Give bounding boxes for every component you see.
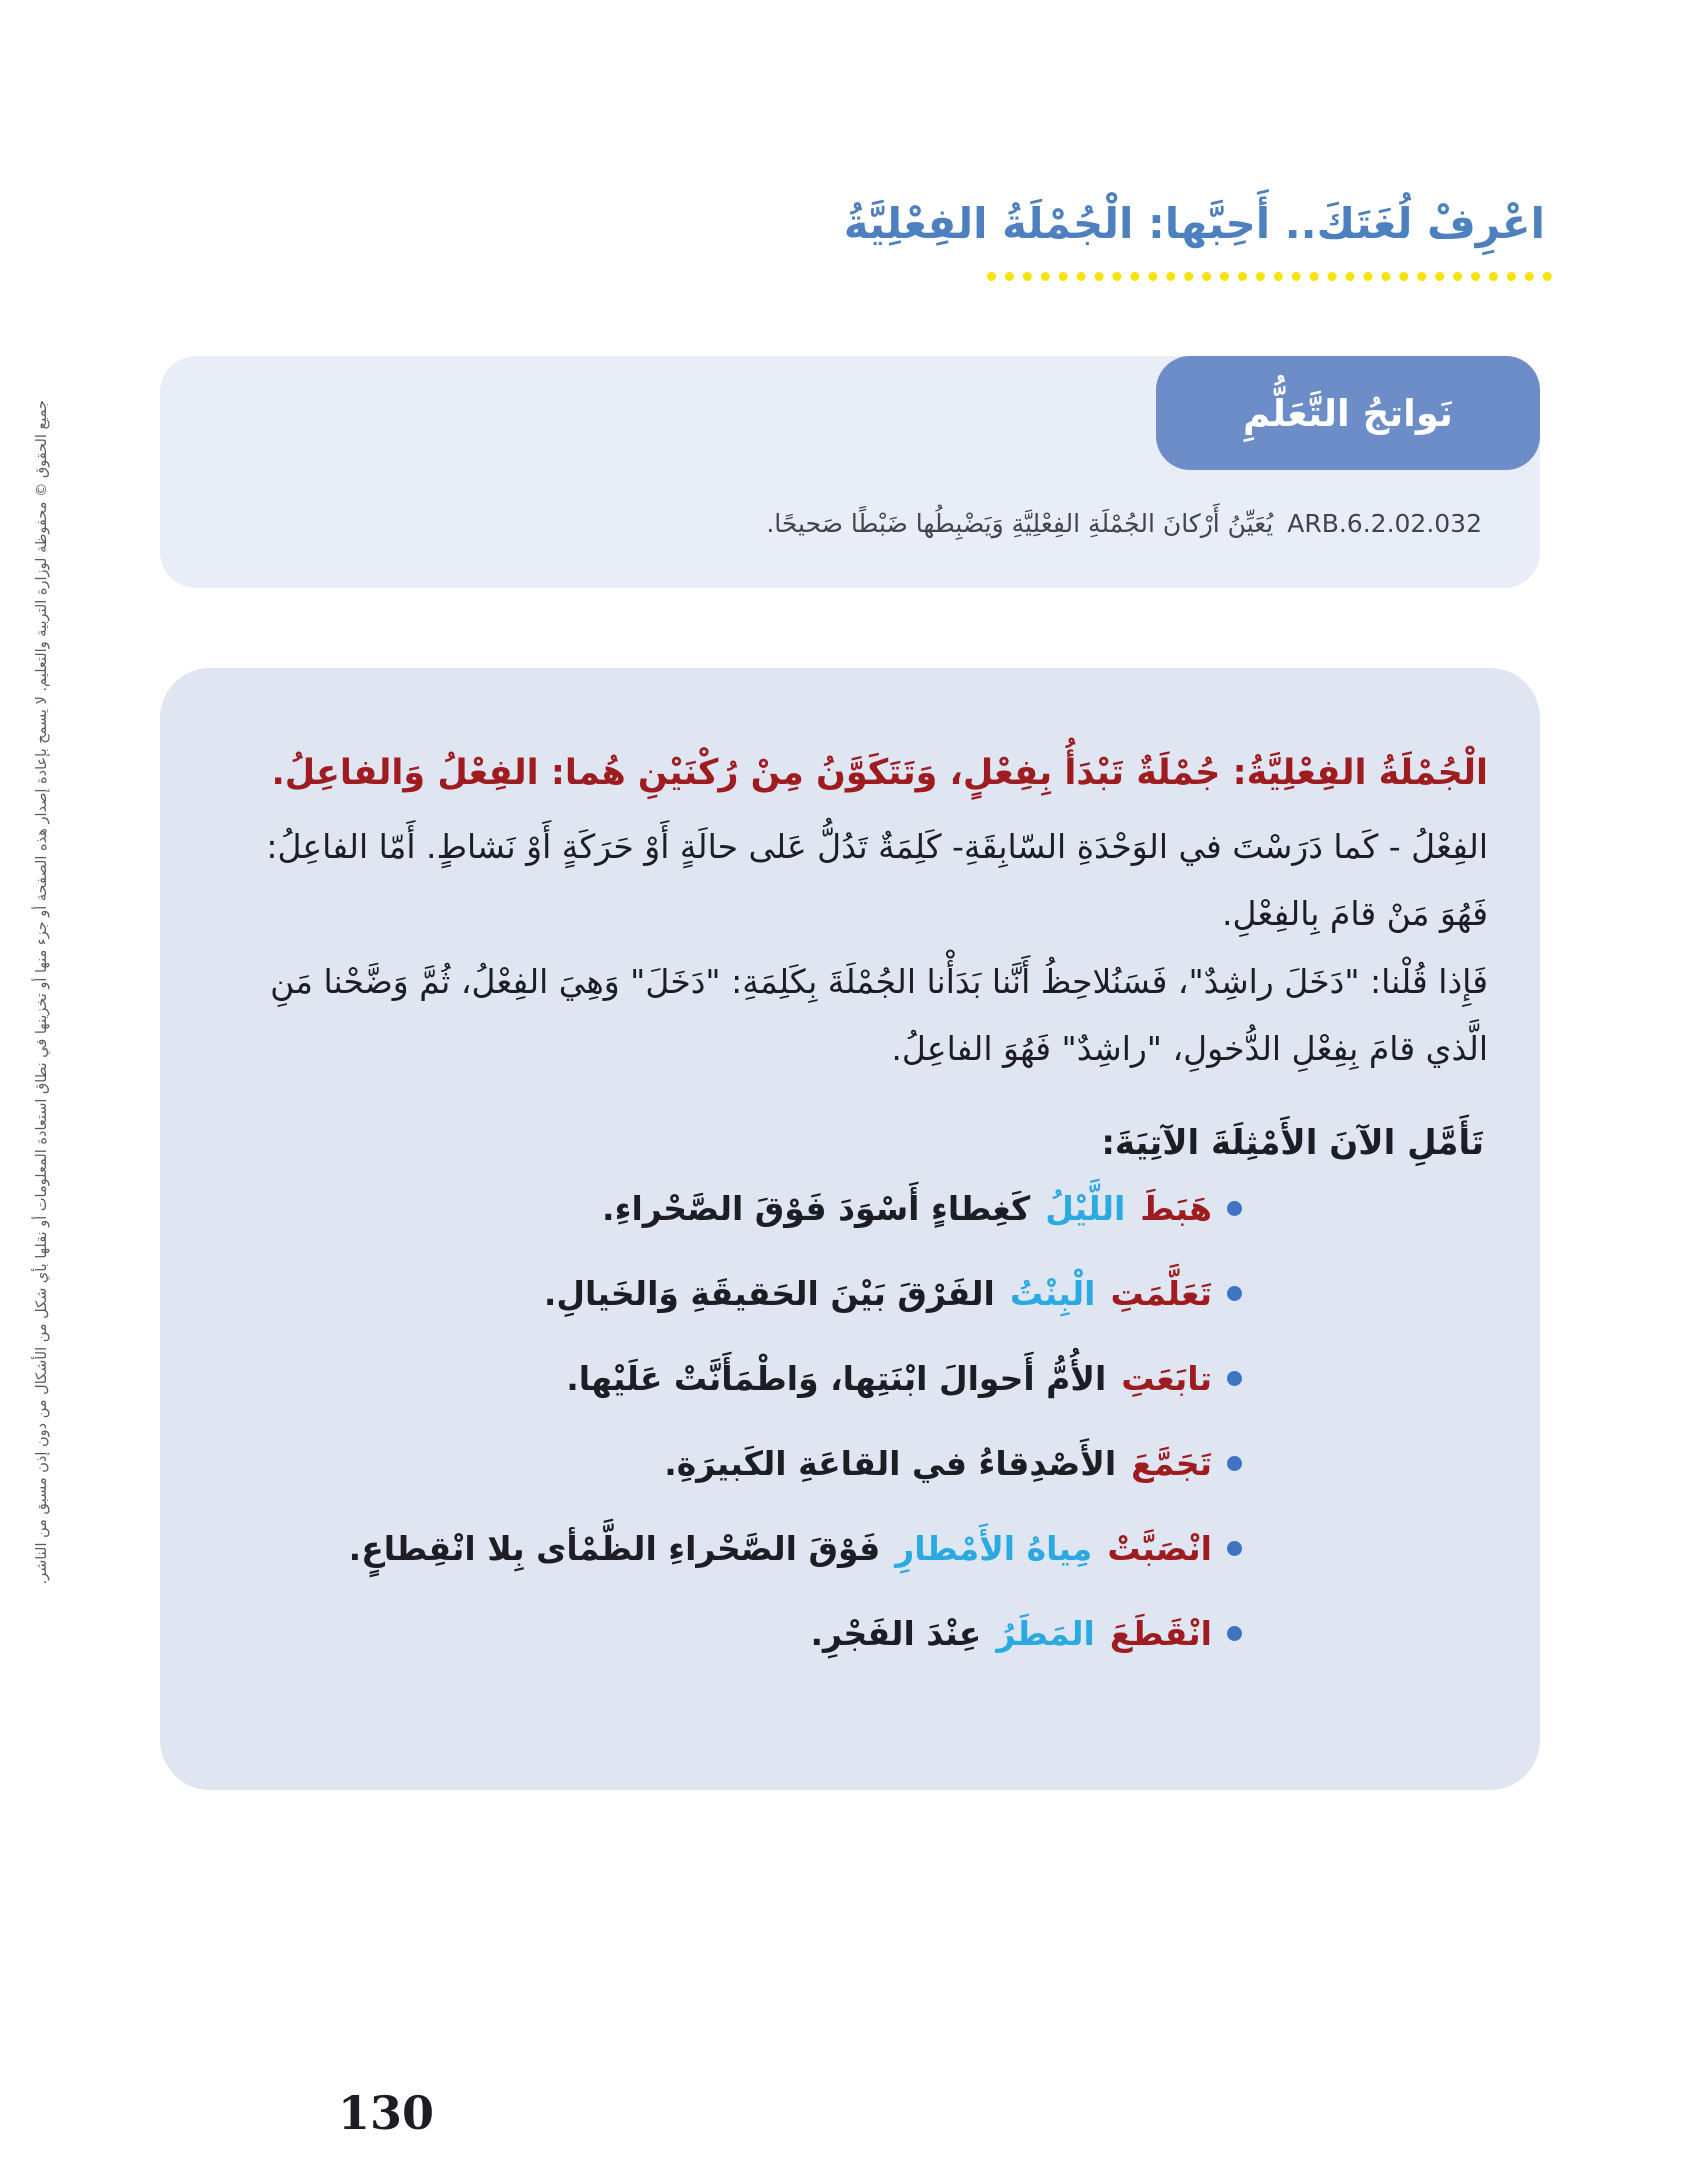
bullet-dot-icon xyxy=(1227,1286,1242,1301)
bullet-dot-icon xyxy=(1227,1626,1242,1641)
example-subject: المَطَرُ xyxy=(996,1614,1095,1654)
example-verb: انْصَبَّتْ xyxy=(1107,1529,1212,1569)
page-number: 130 xyxy=(338,2086,435,2140)
example-rest: عِنْدَ الفَجْرِ. xyxy=(810,1614,982,1654)
bullet-dot-icon xyxy=(1227,1201,1242,1216)
example-verb: تَجَمَّعَ xyxy=(1131,1444,1212,1484)
explanation-paragraph-2: فَإِذا قُلْنا: "دَخَلَ راشِدٌ"، فَسَنُلاحِظُ أَنَّنا بَدَأْنا الجُمْلَةَ بِكَلِمَةِ: "دَخَلَ" وَهِيَ الفِعْلُ، ثُمَّ وَضَّحْنا مَنِ الَّذي قامَ بِفِعْلِ الدُّخولِ، "راشِدٌ" فَهُوَ الفاعِلُ. xyxy=(270,961,1488,1069)
outcome-text: يُعَيِّنُ أَرْكانَ الجُمْلَةِ الفِعْلِيَّةِ وَيَضْبِطُها ضَبْطًا صَحيحًا. xyxy=(766,509,1274,538)
example-subject: الْبِنْتُ xyxy=(1009,1274,1096,1314)
example-rest: الفَرْقَ بَيْنَ الحَقيقَةِ وَالخَيالِ. xyxy=(543,1274,995,1314)
example-item xyxy=(212,1529,1242,1568)
bullet-dot-icon xyxy=(1227,1371,1242,1386)
example-item xyxy=(212,1274,1242,1313)
page-title: اعْرِفْ لُغَتَكَ.. أَحِبَّها: الْجُمْلَةُ الفِعْلِيَّةُ xyxy=(843,199,1545,248)
example-subject: مِياهُ الأَمْطارِ xyxy=(895,1529,1093,1569)
example-verb: تابَعَتِ xyxy=(1121,1359,1212,1399)
example-item xyxy=(212,1359,1242,1398)
bullet-dot-icon xyxy=(1227,1456,1242,1471)
example-item xyxy=(212,1444,1242,1483)
lesson-content-box xyxy=(160,668,1540,1790)
example-rest: فَوْقَ الصَّحْراءِ الظَّمْأى بِلا انْقِطاعٍ. xyxy=(348,1529,881,1569)
example-subject: اللَّيْلُ xyxy=(1045,1189,1126,1229)
title-dotted-underline xyxy=(987,272,1552,281)
examples-heading: تَأَمَّلِ الآنَ الأَمْثِلَةَ الآتِيَةَ: xyxy=(1101,1123,1484,1164)
example-rest: كَغِطاءٍ أَسْوَدَ فَوْقَ الصَّحْراءِ. xyxy=(602,1189,1031,1229)
example-rest: الأُمُّ أَحوالَ ابْنَتِها، وَاطْمَأَنَّتْ عَلَيْها. xyxy=(566,1359,1107,1399)
examples-list xyxy=(212,1189,1488,1653)
example-rest: الأَصْدِقاءُ في القاعَةِ الكَبيرَةِ. xyxy=(664,1444,1117,1484)
copyright-sidebar xyxy=(34,400,58,1700)
learning-outcomes-header: نَواتجُ التَّعَلُّمِ xyxy=(1156,356,1540,470)
explanation-paragraph-1: الفِعْلُ - كَما دَرَسْتَ في الوَحْدَةِ السّابِقَةِ- كَلِمَةٌ تَدُلُّ عَلى حالَةٍ أَوْ حَرَكَةٍ أَوْ نَشاطٍ. أَمّا الفاعِلُ: فَهُوَ مَنْ قامَ بِالفِعْلِ. xyxy=(266,826,1488,934)
example-verb: تَعَلَّمَتِ xyxy=(1110,1274,1212,1314)
outcome-code: ARB.6.2.02.032 xyxy=(1287,509,1482,538)
copyright-sidebar-text: جميع الحقوق © محفوظة لوزارة التربية والتعليم. لا يسمح بإعادة إصدار هذه الصفحة أو جزء منها أو تخزينها في نطاق استعادة المعلومات أو نقلها بأي شكل من الأشكال من دون إذن مسبق من الناشر. xyxy=(34,400,50,1585)
example-item xyxy=(212,1614,1242,1653)
learning-outcomes-box xyxy=(160,356,1540,588)
learning-outcome-item xyxy=(218,504,1482,544)
example-verb: انْقَطَعَ xyxy=(1109,1614,1212,1654)
bullet-dot-icon xyxy=(1227,1541,1242,1556)
example-verb: هَبَطَ xyxy=(1140,1189,1212,1229)
definition-line: الْجُمْلَةُ الفِعْلِيَّةُ: جُمْلَةٌ تَبْدَأُ بِفِعْلٍ، وَتَتَكَوَّنُ مِنْ رُكْنَيْنِ هُما: الفِعْلُ وَالفاعِلُ. xyxy=(271,753,1488,793)
example-item xyxy=(212,1189,1242,1228)
